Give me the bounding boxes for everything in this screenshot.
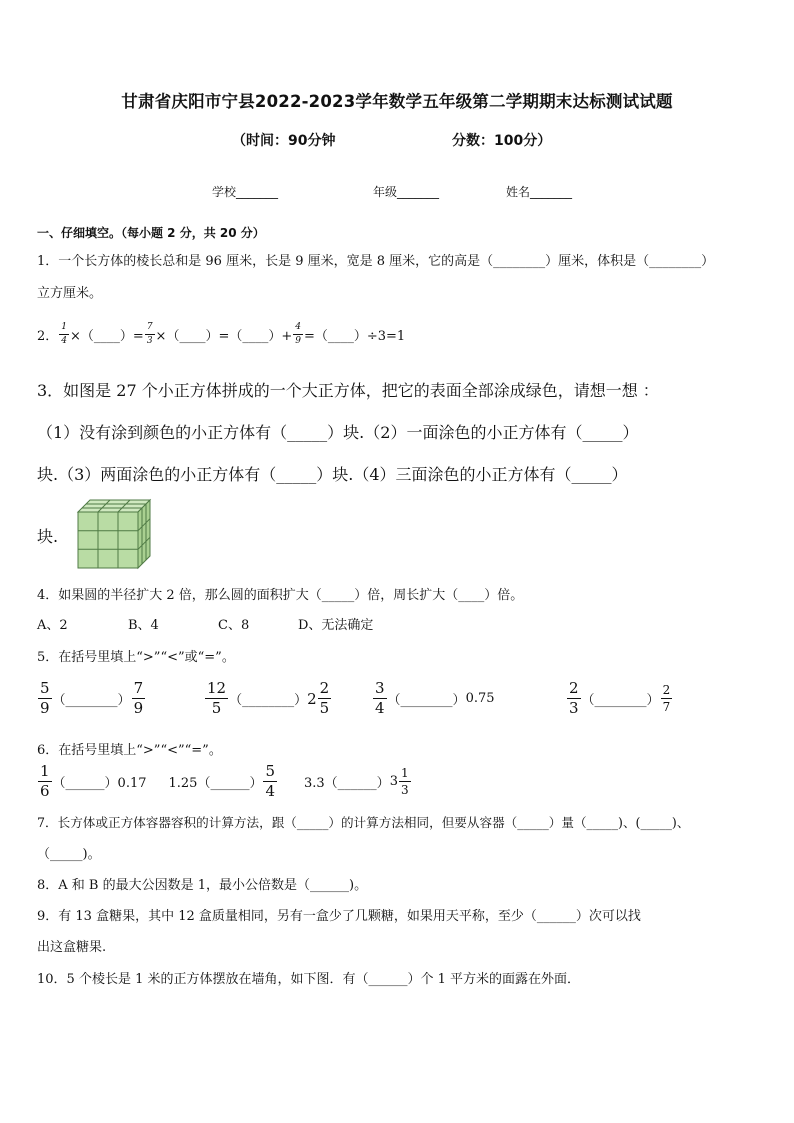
q6-line1: 6．在括号里填上“>”“<”“=”。 (37, 743, 222, 758)
q3-line2: （1）没有涂到颜色的小正方体有（_____）块.（2）一面涂色的小正方体有（_____） (37, 423, 639, 442)
q2-frac2: $\frac{7}{3}$ (146, 322, 153, 346)
q6-c-frac: $\frac{1}{3}$ (400, 766, 409, 797)
section-heading: 一、仔细填空。（每小题 2 分，共 20 分） (37, 226, 265, 240)
q6-b-left: 1.25（______） (168, 776, 263, 791)
q7-line1: 7．长方体或正方体容器容积的计算方法，跟（_____）的计算方法相同，但要从容器（_____）量（_____)、(_____)、 (37, 815, 690, 830)
q6-b-frac: $\frac{5}{4}$ (265, 762, 275, 800)
q5-b-blank: （________） (229, 693, 308, 708)
q3-line3: 块.（3）两面涂色的小正方体有（_____）块.（4）三面涂色的小正方体有（_____） (37, 465, 628, 484)
q5-d-right: $\frac{2}{7}$ (662, 683, 671, 714)
q1-line1: 1．一个长方体的棱长总和是 96 厘米，长是 9 厘米，宽是 8 厘米，它的高是（________）厘米，体积是（________） (37, 254, 715, 269)
q2-frac1: $\frac{1}{4}$ (61, 322, 68, 346)
score-info: 分数：100分） (452, 133, 552, 149)
q8-line1: 8．A 和 B 的最大公因数是 1，最小公倍数是（______)。 (37, 878, 368, 893)
q5-d-blank: （________） (581, 693, 660, 708)
q6-c-left: 3.3（______） (304, 776, 390, 791)
q2-text1: ×（____）= (70, 329, 144, 344)
q5-c-blank: （________） (387, 693, 466, 708)
q4-option-b: B、4 (128, 618, 159, 633)
q6-a-frac: $\frac{1}{6}$ (40, 762, 50, 800)
name-field: 姓名_______ (506, 185, 573, 199)
q7-line2: （_____)。 (37, 847, 101, 862)
cube-figure (76, 498, 156, 570)
grade-field: 年级_______ (373, 185, 440, 199)
q6-a-blank: （______）0.17 (52, 776, 147, 791)
q5-c-left: $\frac{3}{4}$ (375, 679, 385, 717)
q2-prefix: 2． (37, 329, 59, 344)
q5-b-right: $\frac{2}{5}$ (319, 679, 330, 717)
q5-a-right: $\frac{7}{9}$ (133, 679, 144, 717)
q6-items (37, 764, 412, 799)
school-field: 学校_______ (212, 185, 279, 199)
q10-line1: 10．5 个棱长是 1 米的正方体摆放在墙角，如下图．有（______）个 1 平方米的面露在外面． (37, 972, 581, 987)
q4-line1: 4．如果圆的半径扩大 2 倍，那么圆的面积扩大（_____）倍，周长扩大（____）倍。 (37, 588, 524, 603)
q6-c-whole: 3 (389, 774, 398, 789)
q2-frac3: $\frac{4}{9}$ (295, 322, 301, 346)
q5-a-left: $\frac{5}{9}$ (40, 679, 50, 717)
q2-text3: =（____）÷3=1 (303, 329, 406, 344)
q5-item-a (37, 681, 146, 716)
q5-line1: 5．在括号里填上“>”“<”或“=”。 (37, 650, 235, 665)
q5-item-d (566, 681, 673, 716)
q3-line4: 块. (37, 527, 59, 546)
q5-item-b (204, 681, 332, 716)
q2-text2: ×（____）=（____）+ (155, 329, 293, 344)
q1-line2: 立方厘米。 (37, 286, 103, 301)
time-info: （时间：90分钟 (232, 133, 336, 149)
q5-b-whole: 2 (307, 689, 317, 708)
q4-option-c: C、8 (218, 618, 250, 633)
q5-a-blank: （________） (52, 693, 131, 708)
q4-option-a: A、2 (37, 618, 68, 633)
page-title: 甘肃省庆阳市宁县2022-2023学年数学五年级第二学期期末达标测试试题 (121, 92, 673, 111)
q5-c-right: 0.75 (465, 691, 495, 706)
q9-line2: 出这盒糖果. (37, 940, 107, 955)
q2-line (37, 323, 405, 346)
q5-d-left: $\frac{2}{3}$ (569, 679, 579, 717)
q3-line1: 3．如图是 27 个小正方体拼成的一个大正方体，把它的表面全部涂成绿色，请想一想 ： (37, 381, 659, 400)
q9-line1: 9．有 13 盒糖果，其中 12 盒质量相同，另有一盒少了几颗糖，如果用天平称，至少（______）次可以找 (37, 909, 641, 924)
q5-b-left: $\frac{12}{5}$ (207, 679, 227, 717)
q4-option-d: D、无法确定 (298, 618, 374, 633)
q5-item-c (372, 681, 495, 716)
